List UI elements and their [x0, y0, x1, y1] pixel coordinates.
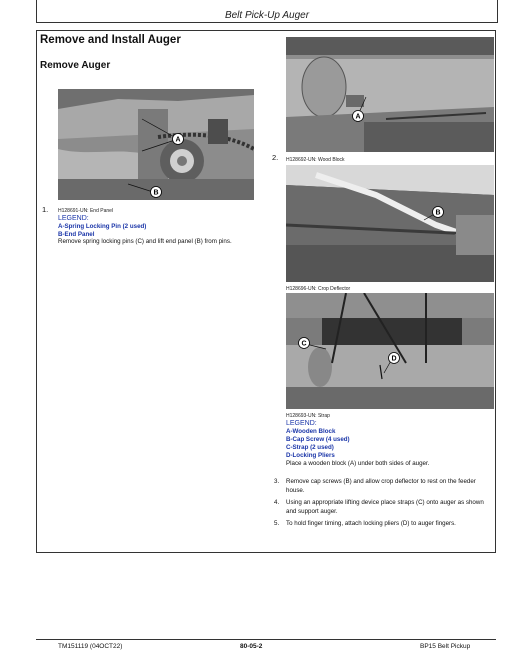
step-1-legend-item: A-Spring Locking Pin (2 used) — [58, 223, 147, 230]
footer-rule — [36, 639, 496, 640]
end-panel-caption: H128691-UN: End Panel — [58, 208, 114, 214]
step-1-number: 1. — [42, 205, 49, 214]
step-4-text: Using an appropriate lifting device place straps (C) onto auger as shown and support auger. — [286, 499, 484, 515]
svg-text:B: B — [153, 189, 159, 197]
end-panel-photo — [58, 89, 254, 200]
footer-doc-id: TM151119 (04OCT22) — [58, 643, 123, 650]
subsection-title: Remove Auger — [40, 60, 111, 71]
step-2-legend-item: A-Wooden Block — [286, 428, 336, 435]
step-2-legend-title: LEGEND: — [286, 420, 317, 427]
footer-product: BP15 Belt Pickup — [420, 643, 471, 650]
svg-text:C: C — [301, 340, 307, 348]
svg-text:A: A — [355, 113, 361, 121]
step-2-legend-item: D-Locking Pliers — [286, 452, 335, 459]
wood-block-caption: H128692-UN: Wood Block — [286, 157, 345, 163]
svg-text:D: D — [391, 355, 397, 363]
step-4-number: 4. — [274, 499, 280, 506]
step-2-text: Place a wooden block (A) under both sides of auger. — [286, 460, 430, 467]
step-3-text: Remove cap screws (B) and allow crop deflector to rest on the feeder house. — [286, 478, 476, 494]
step-5-number: 5. — [274, 520, 280, 527]
crop-deflector-caption: H128696-UN: Crop Deflector — [286, 286, 351, 292]
svg-text:A: A — [175, 136, 181, 144]
crop-deflector-photo — [286, 165, 494, 282]
step-5-text: To hold finger timing, attach locking pliers (D) to auger fingers. — [286, 520, 456, 527]
strap-caption: H128693-UN: Strap — [286, 413, 330, 419]
running-header: Belt Pick-Up Auger — [224, 10, 310, 21]
step-2-legend-item: C-Strap (2 used) — [286, 444, 334, 451]
step-2-number: 2. — [272, 153, 279, 162]
section-title: Remove and Install Auger — [40, 34, 181, 46]
footer-page-number: 80-05-2 — [240, 643, 263, 650]
step-1-legend-item: B-End Panel — [58, 231, 95, 238]
step-2-legend-item: B-Cap Screw (4 used) — [286, 436, 350, 443]
step-1-legend-title: LEGEND: — [58, 215, 89, 222]
step-1-text: Remove spring locking pins (C) and lift end panel (B) from pins. — [58, 238, 232, 245]
wood-block-photo — [286, 37, 494, 152]
step-3-number: 3. — [274, 478, 280, 485]
svg-text:B: B — [435, 209, 441, 217]
strap-photo — [286, 293, 494, 409]
